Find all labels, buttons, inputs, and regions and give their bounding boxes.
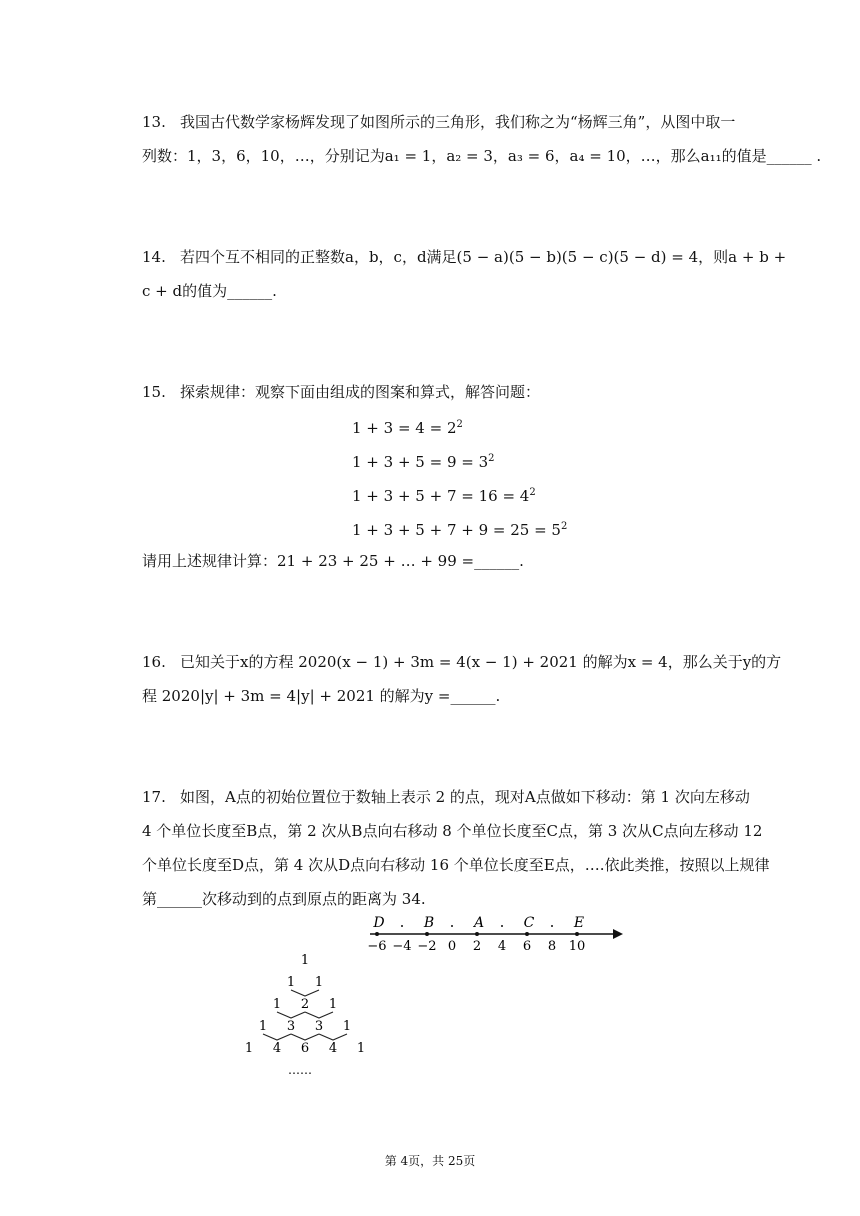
- q16-text-line1: 已知关于x的方程 2020(x − 1) + 3m = 4(x − 1) + 2021 的解为x = 4，那么关于y的方: [180, 653, 782, 671]
- q16-text-line2: 程 2020|y| + 3m = 4|y| + 2021 的解为y =______.: [142, 687, 501, 705]
- triangle-number: 3: [314, 1019, 324, 1034]
- q13-number: 13.: [142, 113, 166, 131]
- q15-equation-3: $1 + 3 + 5 + 7 = 16 = 4^2$: [352, 487, 536, 505]
- triangle-number: 6: [300, 1041, 310, 1056]
- tick-label: −4: [392, 939, 412, 954]
- triangle-connector: [305, 1012, 333, 1018]
- q13-text-line2: 列数：1，3，6，10，…，分别记为a₁ = 1，a₂ = 3，a₃ = 6，a₄ = 10，…，那么a₁₁的值是______ .: [142, 147, 822, 165]
- page-footer: 第 4页，共 25页: [384, 1154, 476, 1168]
- q17-text-line2: 4 个单位长度至B点，第 2 次从B点向右移动 8 个单位长度至C点，第 3 次从C点向左移动 12: [142, 822, 763, 840]
- tick-label: 0: [447, 939, 457, 954]
- triangle-connector: [319, 1034, 347, 1040]
- point-B: [425, 932, 429, 936]
- triangle-number: 4: [328, 1041, 338, 1056]
- triangle-number: 3: [286, 1019, 296, 1034]
- q15-equation-1: $1 + 3 = 4 = 2^2$: [352, 419, 463, 437]
- q17-number: 17.: [142, 788, 166, 806]
- number-line-figure: [365, 912, 630, 958]
- q15-text-line1: 探索规律：观察下面由组成的图案和算式，解答问题：: [180, 383, 541, 401]
- point-label: B: [423, 915, 435, 931]
- point-D: [375, 932, 379, 936]
- q15-number: 15.: [142, 383, 166, 401]
- tick-label: 4: [497, 939, 507, 954]
- triangle-connector: [277, 1012, 305, 1018]
- tick-label: 10: [568, 939, 586, 954]
- point-C: [525, 932, 529, 936]
- q13-text-line1: 我国古代数学家杨辉发现了如图所示的三角形，我们称之为“杨辉三角”，从图中取一: [180, 113, 736, 131]
- triangle-number: 2: [300, 997, 310, 1012]
- point-label: A: [473, 915, 485, 931]
- point-E: [575, 932, 579, 936]
- triangle-number: 1: [342, 1019, 352, 1034]
- dot: [451, 925, 453, 927]
- tick-label: 8: [547, 939, 557, 954]
- point-A: [475, 932, 479, 936]
- yanghui-triangle-figure: [230, 950, 380, 1080]
- triangle-connector: [291, 1034, 319, 1040]
- q15-equation-4: $1 + 3 + 5 + 7 + 9 = 25 = 5^2$: [352, 521, 568, 539]
- q14-text-line1: 若四个互不相同的正整数a，b，c，d满足(5 − a)(5 − b)(5 − c)(5 − d) = 4，则a + b +: [180, 248, 787, 266]
- triangle-ellipsis: ……: [288, 1063, 312, 1077]
- triangle-number: 1: [300, 953, 310, 968]
- q15-last-line: 请用上述规律计算：21 + 23 + 25 + … + 99 =______.: [142, 552, 524, 570]
- q17-text-line3: 个单位长度至D点，第 4 次从D点向右移动 16 个单位长度至E点，….依此类推，按照以上规律: [142, 856, 770, 874]
- q14-number: 14.: [142, 248, 166, 266]
- triangle-connector: [263, 1034, 291, 1040]
- tick-label: 6: [522, 939, 532, 954]
- q16-number: 16.: [142, 653, 166, 671]
- tick-label: −6: [367, 939, 387, 954]
- q14-text-line2: c + d的值为______.: [142, 282, 277, 300]
- point-label: C: [523, 915, 535, 931]
- triangle-number: 1: [286, 975, 296, 990]
- dot: [551, 925, 553, 927]
- triangle-number: 1: [272, 997, 282, 1012]
- q17-text-line1: 如图，A点的初始位置位于数轴上表示 2 的点，现对A点做如下移动：第 1 次向左移动: [180, 788, 750, 806]
- triangle-connector: [291, 990, 319, 996]
- point-label: E: [573, 915, 585, 931]
- triangle-number: 1: [356, 1041, 366, 1056]
- triangle-number: 4: [272, 1041, 282, 1056]
- q15-equation-2: $1 + 3 + 5 = 9 = 3^2$: [352, 453, 495, 471]
- point-label: D: [373, 915, 385, 931]
- tick-label: −2: [417, 939, 437, 954]
- dot: [501, 925, 503, 927]
- q17-text-line4: 第______次移动到的点到原点的距离为 34.: [142, 890, 426, 908]
- triangle-number: 1: [328, 997, 338, 1012]
- tick-label: 2: [472, 939, 482, 954]
- triangle-number: 1: [244, 1041, 254, 1056]
- triangle-number: 1: [314, 975, 324, 990]
- dot: [401, 925, 403, 927]
- triangle-number: 1: [258, 1019, 268, 1034]
